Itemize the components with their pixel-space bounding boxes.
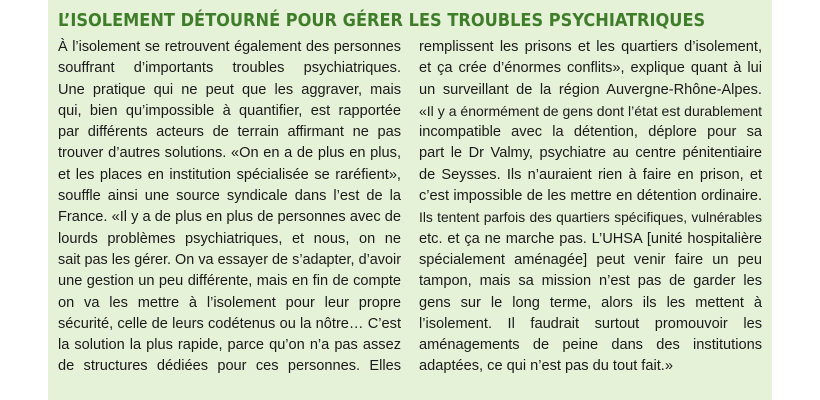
article-headline: L’ISOLEMENT DÉTOURNÉ POUR GÉRER LES TROUBLES PSYCHIATRIQUES: [58, 10, 706, 31]
text-line: on va les mettre à l’isolement pour leur propre: [58, 294, 401, 311]
text-line: incompatible avec la détention, déplore pour sa: [419, 124, 762, 141]
text-line: un surveillant de la région Auvergne-Rhône-Alpes.: [419, 81, 762, 98]
left-column-text: [58, 37, 401, 378]
text-line: de structures dédiées pour ces personnes. Elles: [58, 358, 401, 375]
right-column-text: [419, 37, 762, 378]
text-line: sait pas les gérer. On va essayer de s’adapter, d’avoir: [58, 251, 401, 268]
text-line: aménagements de peine dans des institutions: [419, 337, 762, 354]
text-line: À l’isolement se retrouvent également des personnes: [58, 39, 401, 55]
text-line: de Seysses. Ils n’auraient rien à faire en prison, et: [419, 166, 762, 183]
text-line: tampon, mais sa mission n’est pas de garder les: [419, 273, 762, 290]
left-column: [58, 37, 401, 378]
text-line: une gestion un peu différente, mais en fin de compte: [58, 273, 401, 290]
article-box: [48, 0, 772, 400]
text-line: l’isolement. Il faudrait surtout promouvoir les: [419, 315, 762, 332]
text-line: part le Dr Valmy, psychiatre au centre pénitentiaire: [419, 145, 762, 162]
text-line: Une pratique qui ne peut que les aggraver, mais: [58, 81, 401, 98]
text-line: «Il y a énormément de gens dont l’état est durablement: [419, 102, 762, 119]
text-line: gens sur le long terme, alors ils les mettent à: [419, 294, 762, 311]
right-column: [419, 37, 762, 378]
text-line: France. «Il y a de plus en plus de personnes avec de: [58, 209, 401, 226]
text-line: sécurité, celle de leurs codétenus ou la nôtre… C’est: [58, 315, 401, 332]
text-line: adaptées, ce qui n’est pas du tout fait.»: [419, 358, 673, 375]
text-line: etc. et ça ne marche pas. L’UHSA [unité hospitalière: [419, 230, 762, 247]
text-line: trouver d’autres solutions. «On en a de plus en plus,: [58, 145, 401, 162]
text-line: spécialement aménagée] peut venir faire un peu: [419, 251, 762, 268]
text-line: souffle ainsi une source syndicale dans l’est de la: [58, 188, 401, 205]
text-line: la solution la plus rapide, parce qu’on n’a pas assez: [58, 337, 401, 354]
text-line: lourds problèmes psychiatriques, et nous, on ne: [58, 230, 401, 247]
text-line: et ça crée d’énormes conflits», explique quant à lui: [419, 60, 762, 77]
text-line: Ils tentent parfois des quartiers spécifiques, vulnérables: [419, 210, 762, 226]
text-line: et les places en institution spécialisée se raréfient»,: [58, 166, 401, 183]
text-line: par différents acteurs de terrain affirmant ne pas: [58, 124, 401, 141]
text-line: qui, bien qu’impossible à quantifier, est rapportée: [58, 102, 401, 119]
text-line: souffrant d’importants troubles psychiatriques.: [58, 60, 401, 77]
article-columns: [58, 37, 762, 378]
text-line: remplissent les prisons et les quartiers d’isolement,: [419, 39, 762, 55]
text-line: c’est impossible de les mettre en détention ordinaire.: [419, 188, 762, 205]
